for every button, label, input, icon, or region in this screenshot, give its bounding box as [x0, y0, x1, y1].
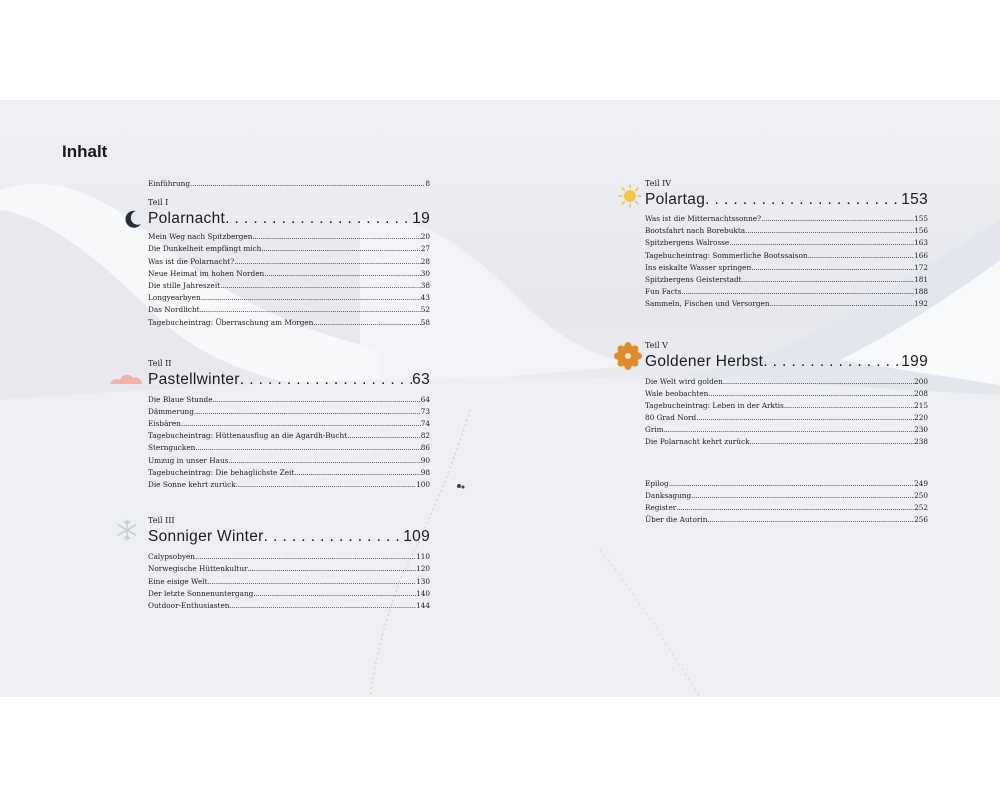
toc-entry-title: Norwegische Hüttenkultur — [148, 564, 248, 574]
leader-dots — [664, 424, 914, 436]
sun-icon — [618, 184, 642, 208]
toc-entry[interactable] — [148, 467, 430, 479]
part-entries — [148, 231, 430, 329]
toc-entry-page: 215 — [914, 400, 928, 410]
leader-dots — [669, 478, 914, 490]
leader-dots — [751, 262, 914, 274]
part-entries — [148, 394, 430, 492]
leader-dots — [195, 551, 416, 563]
toc-entry[interactable] — [645, 274, 928, 286]
toc-entry[interactable] — [645, 436, 928, 448]
toc-entry[interactable] — [148, 563, 430, 575]
toc-entry-title: Tagebucheintrag: Leben in der Arktis — [645, 400, 784, 410]
part-entries — [645, 376, 928, 449]
toc-entry-title: Dämmerung — [148, 406, 194, 416]
leader-dots — [194, 406, 421, 418]
toc-entry[interactable] — [148, 317, 430, 329]
toc-entry-page: 82 — [420, 431, 430, 441]
leader-dots — [313, 317, 420, 329]
toc-entry-title: Grim — [645, 425, 664, 435]
toc-entry-page: 163 — [914, 238, 928, 248]
leader-dots — [236, 479, 416, 491]
part-2 — [148, 358, 430, 492]
leader-dots — [294, 467, 420, 479]
toc-entry-page: 43 — [420, 293, 430, 303]
part-label: Teil I — [148, 198, 169, 208]
part-label: Teil II — [148, 358, 172, 368]
part-title[interactable]: Polartag . . . 153 — [645, 190, 928, 210]
toc-entry[interactable] — [645, 262, 928, 274]
page-title: Inhalt — [62, 142, 108, 161]
toc-entry-page: 188 — [914, 287, 928, 297]
part-title[interactable]: Polarnacht . . . 19 — [148, 209, 430, 229]
toc-entry-page: 256 — [914, 515, 928, 525]
toc-entry-title: Register — [645, 503, 677, 512]
toc-entry-title: Eine eisige Welt — [148, 576, 208, 586]
toc-entry[interactable] — [148, 304, 430, 316]
toc-entry-title: Die Dunkelheit empfängt mich — [148, 244, 262, 254]
leader-dots — [234, 256, 421, 268]
toc-entry-title: Sterngucken — [148, 443, 196, 453]
leader-dots — [230, 600, 417, 612]
snowflake-icon — [116, 519, 138, 541]
toc-entry[interactable] — [148, 418, 430, 430]
toc-entry-title: Wale beobachten — [645, 388, 709, 398]
toc-entry[interactable] — [645, 237, 928, 249]
leader-dots — [220, 280, 421, 292]
toc-entry-page: 249 — [914, 478, 928, 488]
toc-entry-page: 156 — [914, 226, 928, 236]
toc-entry-title: Sammeln, Fischen und Versorgen — [645, 299, 770, 309]
toc-entry[interactable] — [645, 286, 928, 298]
toc-entry[interactable] — [645, 502, 928, 514]
toc-entry-page: 192 — [914, 299, 928, 309]
toc-entry[interactable] — [645, 213, 928, 225]
part-title[interactable]: Goldener Herbst . . . 199 — [645, 352, 928, 372]
leader-dots — [696, 412, 914, 424]
toc-entry-title: Spitzbergens Walrosse — [645, 238, 730, 248]
toc-entry[interactable] — [148, 455, 430, 467]
toc-entry-title: Eisbären — [148, 419, 181, 429]
leader-dots — [745, 225, 914, 237]
toc-entry[interactable] — [148, 479, 430, 491]
toc-entry-title: Der letzte Sonnenuntergang — [148, 588, 254, 598]
toc-entry-page: 86 — [420, 443, 430, 453]
toc-entry-page: 90 — [420, 455, 430, 465]
toc-entry-title: Fun Facts — [645, 287, 682, 297]
toc-entry-page: 250 — [914, 490, 928, 500]
leader-dots — [707, 514, 914, 526]
toc-left-column — [148, 178, 430, 612]
toc-entry-page: 172 — [914, 262, 928, 272]
cloud-icon — [108, 369, 144, 385]
leader-dots — [723, 376, 914, 388]
toc-entry[interactable] — [645, 225, 928, 237]
toc-entry[interactable] — [645, 250, 928, 262]
toc-entry-page: 30 — [420, 268, 430, 278]
toc-entry-title: Die Welt wird golden — [645, 376, 723, 386]
toc-entry-page: 27 — [420, 244, 430, 254]
toc-entry-page: 200 — [914, 376, 928, 386]
book-spread — [0, 100, 1000, 697]
toc-entry-title: Epilog — [645, 478, 669, 488]
leader-dots — [761, 213, 914, 225]
leader-dots — [208, 576, 417, 588]
toc-entry-title: Die Blaue Stunde — [148, 394, 213, 404]
toc-entry[interactable] — [148, 243, 430, 255]
toc-entry[interactable] — [148, 576, 430, 588]
leader-dots — [252, 231, 420, 243]
toc-entry-page: 74 — [420, 419, 430, 429]
toc-entry-page: 238 — [914, 437, 928, 447]
toc-entry[interactable] — [645, 388, 928, 400]
part-3 — [148, 515, 430, 612]
toc-entry[interactable]: Einführung . . . 8 — [148, 178, 430, 190]
toc-entry-title: Tagebucheintrag: Die behaglichste Zeit — [148, 467, 295, 477]
toc-entry[interactable] — [148, 231, 430, 243]
toc-entry-page: 20 — [420, 232, 430, 242]
toc-entry-title: Tagebucheintrag: Hüttenausflug an die Agardh-Bucht — [148, 431, 348, 441]
leader-dots — [248, 563, 417, 575]
part-title[interactable]: Sonniger Winter . . . 109 — [148, 527, 430, 547]
toc-entry[interactable] — [645, 298, 928, 310]
leader-dots — [201, 292, 421, 304]
leader-dots — [770, 298, 915, 310]
toc-entry-title: Das Nordlicht — [148, 305, 200, 315]
toc-entry-page: 28 — [420, 256, 430, 266]
moon-icon — [122, 208, 144, 230]
toc-entry-title: Die Sonne kehrt zurück — [148, 480, 236, 489]
toc-entry[interactable] — [645, 478, 928, 490]
toc-entry[interactable] — [148, 588, 430, 600]
toc-entry[interactable] — [148, 600, 430, 612]
toc-entry[interactable] — [645, 400, 928, 412]
toc-entry-page: 73 — [420, 406, 430, 416]
toc-entry[interactable] — [148, 394, 430, 406]
toc-entry[interactable] — [645, 514, 928, 526]
toc-entry[interactable] — [645, 376, 928, 388]
part-label: Teil IV — [645, 179, 672, 188]
toc-entry[interactable] — [645, 424, 928, 436]
leader-dots — [253, 588, 416, 600]
leader-dots — [708, 388, 914, 400]
part-1 — [148, 197, 430, 329]
leader-dots — [691, 490, 914, 502]
flower-icon — [614, 342, 642, 370]
leader-dots — [264, 268, 420, 280]
toc-entry-title: Calypsobyen — [148, 552, 196, 562]
toc-entry-title: Was ist die Mitternachtssonne? — [645, 214, 762, 223]
toc-entry-page: 166 — [914, 250, 928, 260]
leader-dots — [181, 418, 421, 430]
leader-dots — [681, 286, 914, 298]
leader-dots — [742, 274, 914, 286]
leader-dots — [228, 455, 420, 467]
toc-entry-title: Neue Heimat im hohen Norden — [148, 268, 265, 278]
leader-dots — [261, 243, 420, 255]
leader-dots — [347, 430, 421, 442]
toc-entry-page: 110 — [416, 552, 430, 562]
toc-entry-page: 181 — [914, 274, 928, 284]
toc-entry-title: Danksagung — [645, 490, 692, 500]
toc-entry-page: 98 — [420, 467, 430, 477]
toc-entry[interactable] — [148, 442, 430, 454]
toc-entry-page: 64 — [420, 394, 430, 404]
toc-entry[interactable] — [645, 490, 928, 502]
toc-entry[interactable] — [148, 280, 430, 292]
part-5 — [645, 340, 928, 449]
toc-right-column — [645, 178, 928, 526]
toc-entry-title: Umzug in unser Haus — [148, 455, 229, 465]
leader-dots — [729, 237, 914, 249]
part-label: Teil V — [645, 340, 668, 350]
leader-dots — [750, 436, 915, 448]
leader-dots — [808, 250, 914, 262]
toc-entry-page: 220 — [914, 413, 928, 423]
leader-dots — [213, 394, 421, 406]
toc-entry[interactable] — [148, 256, 430, 268]
part-entries — [645, 213, 928, 311]
toc-entry[interactable] — [148, 292, 430, 304]
toc-entry[interactable] — [148, 551, 430, 563]
toc-entry-page: 144 — [416, 600, 430, 610]
toc-entry-title: Die Polarnacht kehrt zurück — [645, 437, 750, 447]
toc-entry-page: 38 — [420, 280, 430, 290]
toc-entry-page: 252 — [914, 503, 928, 512]
toc-entry-title: Über die Autorin — [645, 515, 708, 525]
toc-entry-title: 80 Grad Nord — [645, 413, 697, 423]
toc-entry-title: Spitzbergens Geisterstadt — [645, 274, 742, 284]
toc-entry-title: Mein Weg nach Spitzbergen — [148, 232, 253, 242]
toc-entry-title: Was ist die Polarnacht? — [148, 256, 235, 266]
toc-entry-title: Outdoor-Enthusiasten — [148, 600, 230, 610]
part-entries — [148, 551, 430, 612]
part-label: Teil III — [148, 516, 175, 526]
toc-entry-page: 100 — [416, 480, 430, 489]
toc-entry-title: Die stille Jahreszeit — [148, 280, 221, 290]
back-matter-entries — [645, 478, 928, 527]
toc-entry[interactable] — [148, 430, 430, 442]
leader-dots — [200, 304, 421, 316]
toc-entry-title: Longyearbyen — [148, 293, 201, 303]
leader-dots — [784, 400, 914, 412]
leader-dots — [195, 442, 420, 454]
part-4 — [645, 178, 928, 311]
toc-entry-title: Ins eiskalte Wasser springen — [645, 262, 752, 272]
toc-entry-page: 130 — [416, 576, 430, 586]
toc-entry-title: Bootsfahrt nach Borebukta — [645, 226, 746, 236]
toc-entry-page: 230 — [914, 425, 928, 435]
toc-entry-page: 140 — [416, 588, 430, 598]
toc-entry-page: 208 — [914, 388, 928, 398]
toc-entry[interactable] — [148, 406, 430, 418]
toc-entry-page: 120 — [416, 564, 430, 574]
toc-entry[interactable] — [645, 412, 928, 424]
toc-entry-page: 58 — [420, 317, 430, 327]
toc-entry-title: Tagebucheintrag: Sommerliche Bootssaison — [645, 250, 808, 260]
toc-entry-title: Tagebucheintrag: Überraschung am Morgen — [148, 317, 314, 327]
toc-entry-page: 155 — [914, 214, 928, 223]
toc-entry[interactable] — [148, 268, 430, 280]
leader-dots — [676, 502, 914, 514]
part-title[interactable]: Pastellwinter . . . 63 — [148, 370, 430, 390]
toc-entry-page: 52 — [420, 305, 430, 315]
